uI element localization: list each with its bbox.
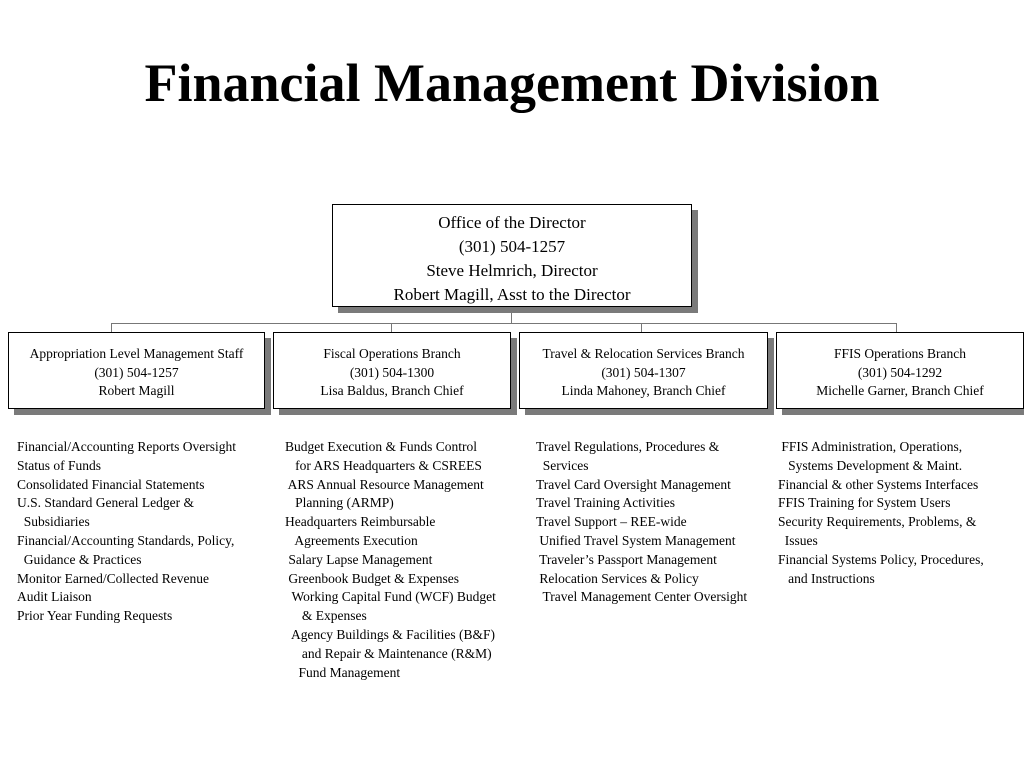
connector-drop-1	[391, 323, 392, 332]
list-item: Headquarters Reimbursable	[285, 514, 436, 530]
functions-list-travel-relocation	[536, 438, 747, 607]
list-item: for ARS Headquarters & CSREES	[285, 457, 482, 473]
list-item: Relocation Services & Policy	[536, 570, 699, 586]
list-item: Budget Execution & Funds Control	[285, 439, 477, 454]
list-item: U.S. Standard General Ledger &	[17, 495, 194, 511]
list-item: Monitor Earned/Collected Revenue	[17, 570, 209, 586]
list-item: Financial/Accounting Reports Oversight	[17, 439, 236, 454]
branch-box-appropriation	[8, 332, 265, 409]
branch-chief: Robert Magill	[98, 383, 175, 398]
list-item: FFIS Administration, Operations,	[778, 439, 963, 454]
list-item: Guidance & Practices	[17, 551, 142, 567]
list-item: Services	[536, 457, 589, 473]
functions-list-fiscal-operations	[285, 438, 496, 682]
branch-chief: Michelle Garner, Branch Chief	[816, 383, 984, 398]
list-item: Financial Systems Policy, Procedures,	[778, 551, 984, 567]
list-item: Systems Development & Maint.	[778, 457, 963, 473]
functions-list-appropriation	[17, 438, 236, 626]
list-item: and Instructions	[778, 570, 875, 586]
director-phone: (301) 504-1257	[458, 237, 566, 256]
branch-name: Fiscal Operations Branch	[323, 346, 461, 361]
list-item: & Expenses	[285, 608, 367, 624]
list-item: Prior Year Funding Requests	[17, 608, 173, 624]
list-item: Subsidiaries	[17, 514, 90, 530]
director-office-name: Office of the Director	[438, 213, 586, 232]
list-item: Agreements Execution	[285, 532, 418, 548]
list-item: Issues	[778, 532, 818, 548]
branch-box-fiscal-operations	[273, 332, 511, 409]
branch-chief: Lisa Baldus, Branch Chief	[320, 383, 464, 398]
branch-phone: (301) 504-1300	[349, 364, 435, 380]
connector-drop-0	[111, 323, 112, 332]
list-item: ARS Annual Resource Management	[285, 476, 484, 492]
list-item: Audit Liaison	[17, 589, 92, 605]
list-item: and Repair & Maintenance (R&M)	[285, 645, 492, 661]
list-item: Consolidated Financial Statements	[17, 476, 205, 492]
list-item: Salary Lapse Management	[285, 551, 433, 567]
list-item: Travel Support – REE-wide	[536, 514, 687, 530]
branch-name: Appropriation Level Management Staff	[29, 346, 244, 361]
connector-bus	[111, 323, 897, 324]
list-item: Agency Buildings & Facilities (B&F)	[285, 626, 495, 642]
list-item: Unified Travel System Management	[536, 532, 736, 548]
branch-name: Travel & Relocation Services Branch	[542, 346, 745, 361]
branch-phone: (301) 504-1292	[857, 364, 943, 380]
list-item: Working Capital Fund (WCF) Budget	[285, 589, 496, 605]
connector-drop-2	[641, 323, 642, 332]
connector-drop-3	[896, 323, 897, 332]
connector-trunk	[511, 307, 512, 324]
asst-director-name: Robert Magill, Asst to the Director	[393, 285, 631, 304]
list-item: Security Requirements, Problems, &	[778, 514, 977, 530]
list-item: Travel Card Oversight Management	[536, 476, 731, 492]
director-name: Steve Helmrich, Director	[426, 261, 598, 280]
functions-list-ffis-operations	[778, 438, 984, 588]
list-item: Planning (ARMP)	[285, 495, 394, 511]
branch-phone: (301) 504-1257	[94, 364, 179, 380]
list-item: Status of Funds	[17, 457, 102, 473]
list-item: Financial & other Systems Interfaces	[778, 476, 979, 492]
list-item: Travel Regulations, Procedures &	[536, 439, 720, 454]
list-item: Greenbook Budget & Expenses	[285, 570, 459, 586]
page-title: Financial Management Division	[144, 53, 880, 113]
list-item: FFIS Training for System Users	[778, 495, 951, 511]
branch-box-ffis-operations	[776, 332, 1024, 409]
list-item: Travel Management Center Oversight	[536, 589, 748, 605]
list-item: Fund Management	[285, 664, 401, 680]
branch-box-travel-relocation	[519, 332, 768, 409]
list-item: Traveler’s Passport Management	[536, 551, 717, 567]
branch-name: FFIS Operations Branch	[834, 346, 966, 361]
list-item: Financial/Accounting Standards, Policy,	[17, 532, 235, 548]
branch-phone: (301) 504-1307	[601, 364, 686, 380]
branch-chief: Linda Mahoney, Branch Chief	[561, 383, 726, 398]
list-item: Travel Training Activities	[536, 495, 676, 511]
director-office-box	[332, 204, 692, 307]
